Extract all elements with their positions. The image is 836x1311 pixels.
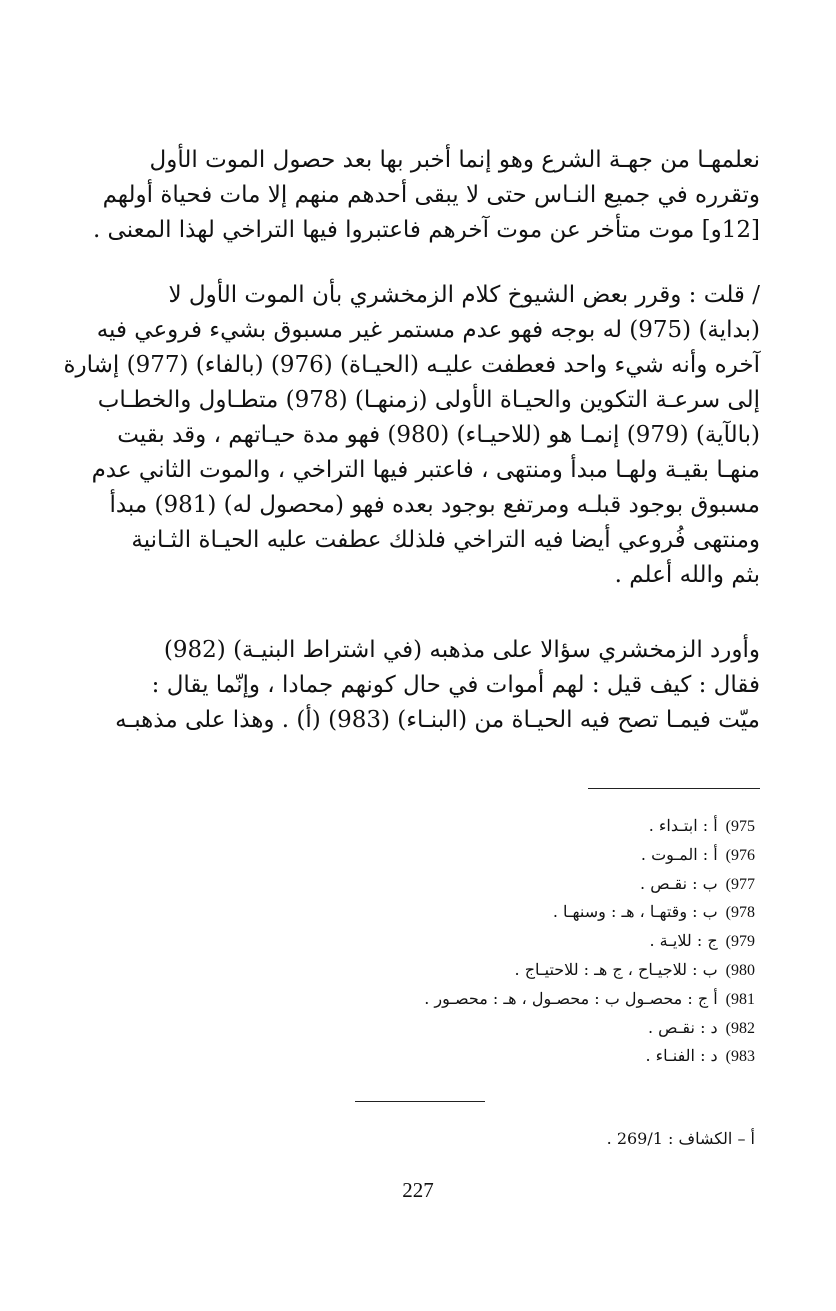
footnote-divider	[588, 788, 760, 789]
text-line: (بالآية) (979) إنمـا هو (للاحيـاء) (980) فهو مدة حيـاتهم ، وقد بقيت	[117, 422, 760, 448]
footnote-text: ج : للايـة .	[649, 931, 718, 951]
footnote-number: (983	[725, 1048, 755, 1066]
footnote-item	[300, 1014, 755, 1043]
source-divider	[355, 1101, 485, 1102]
text-line: بثم والله أعلم .	[614, 562, 760, 588]
text-line: ميّت فيمـا تصح فيه الحيـاة من (البنـاء) (983) (أ) . وهذا على مذهبـه	[115, 707, 760, 733]
footnote-item	[300, 927, 755, 956]
text-line: فقال : كيف قيل : لهم أموات في حال كونهم جمادا ، وإنّما يقال :	[151, 672, 760, 698]
text-line: نعلمهـا من جهـة الشرع وهو إنما أخبر بها بعد حصول الموت الأول	[149, 147, 760, 173]
footnote-number: (980	[725, 961, 755, 979]
footnotes-list	[300, 812, 755, 1071]
text-line: آخره وأنه شيء واحد فعطفت عليـه (الحيـاة) (976) (بالفاء) (977) إشارة	[63, 352, 760, 378]
text-line: إلى سرعـة التكوين والحيـاة الأولى (زمنهـا) (978) متطـاول والخطـاب	[97, 387, 760, 413]
footnote-number: (978	[725, 904, 755, 922]
footnote-text: أ : ابتـداء .	[648, 816, 718, 835]
text-line: وأورد الزمخشري سؤالا على مذهبه (في اشتراط البنيـة) (982)	[163, 637, 760, 663]
footnote-text: ب : نقـص .	[640, 873, 718, 893]
text-line: / قلت : وقرر بعض الشيوخ كلام الزمخشري بأن الموت الأول لا	[168, 282, 760, 308]
footnote-text: أ ج : محصـول ب : محصـول ، هـ : محصـور .	[424, 988, 718, 1008]
text-line: مسبوق بوجود قبلـه ومرتفع بوجود بعده فهو (محصول له) (981) مبدأ	[109, 492, 760, 518]
footnote-number: (976	[725, 846, 755, 864]
text-line: منهـا بقيـة ولهـا مبدأ ومنتهى ، فاعتبر فيها التراخي ، والموت الثاني عدم	[91, 457, 760, 483]
paragraph-3	[92, 633, 760, 738]
footnote-item	[300, 812, 755, 841]
source-note: أ – الكشاف : 269/1 .	[606, 1129, 755, 1148]
text-line: [12و] موت متأخر عن موت آخرهم فاعتبروا فيها التراخي لهذا المعنى .	[92, 217, 760, 243]
footnote-number: (975	[725, 818, 755, 835]
footnote-text: ب : وقتهـا ، هـ : وسنهـا .	[552, 902, 718, 922]
footnote-number: (979	[725, 933, 755, 951]
footnote-text: د : الفنـاء .	[645, 1046, 718, 1066]
paragraph-2	[63, 278, 760, 593]
footnote-number: (982	[725, 1019, 755, 1037]
footnote-item	[300, 898, 755, 927]
footnote-number: (977	[725, 875, 755, 893]
text-line: (بداية) (975) له بوجه فهو عدم مستمر غير مسبوق بشيء فروعي فيه	[96, 317, 760, 343]
footnote-item	[300, 1042, 755, 1071]
footnote-item	[300, 870, 755, 899]
footnote-item	[300, 985, 755, 1014]
page-number: 227	[402, 1178, 434, 1202]
footnote-number: (981	[725, 990, 755, 1008]
footnote-text: د : نقـص .	[647, 1017, 718, 1037]
footnote-item	[300, 841, 755, 870]
footnote-text: ب : للاجيـاح ، ج هـ : للاحتيـاج .	[514, 959, 718, 979]
footnote-item	[300, 956, 755, 985]
text-line: ومنتهى فُروعي أيضا فيه التراخي فلذلك عطفت عليه الحيـاة الثـانية	[131, 527, 760, 553]
footnote-text: أ : المـوت .	[640, 844, 718, 864]
text-line: وتقرره في جميع النـاس حتى لا يبقى أحدهم منهم إلا مات فحياة أولهم	[102, 182, 760, 208]
paragraph-1	[92, 143, 760, 248]
